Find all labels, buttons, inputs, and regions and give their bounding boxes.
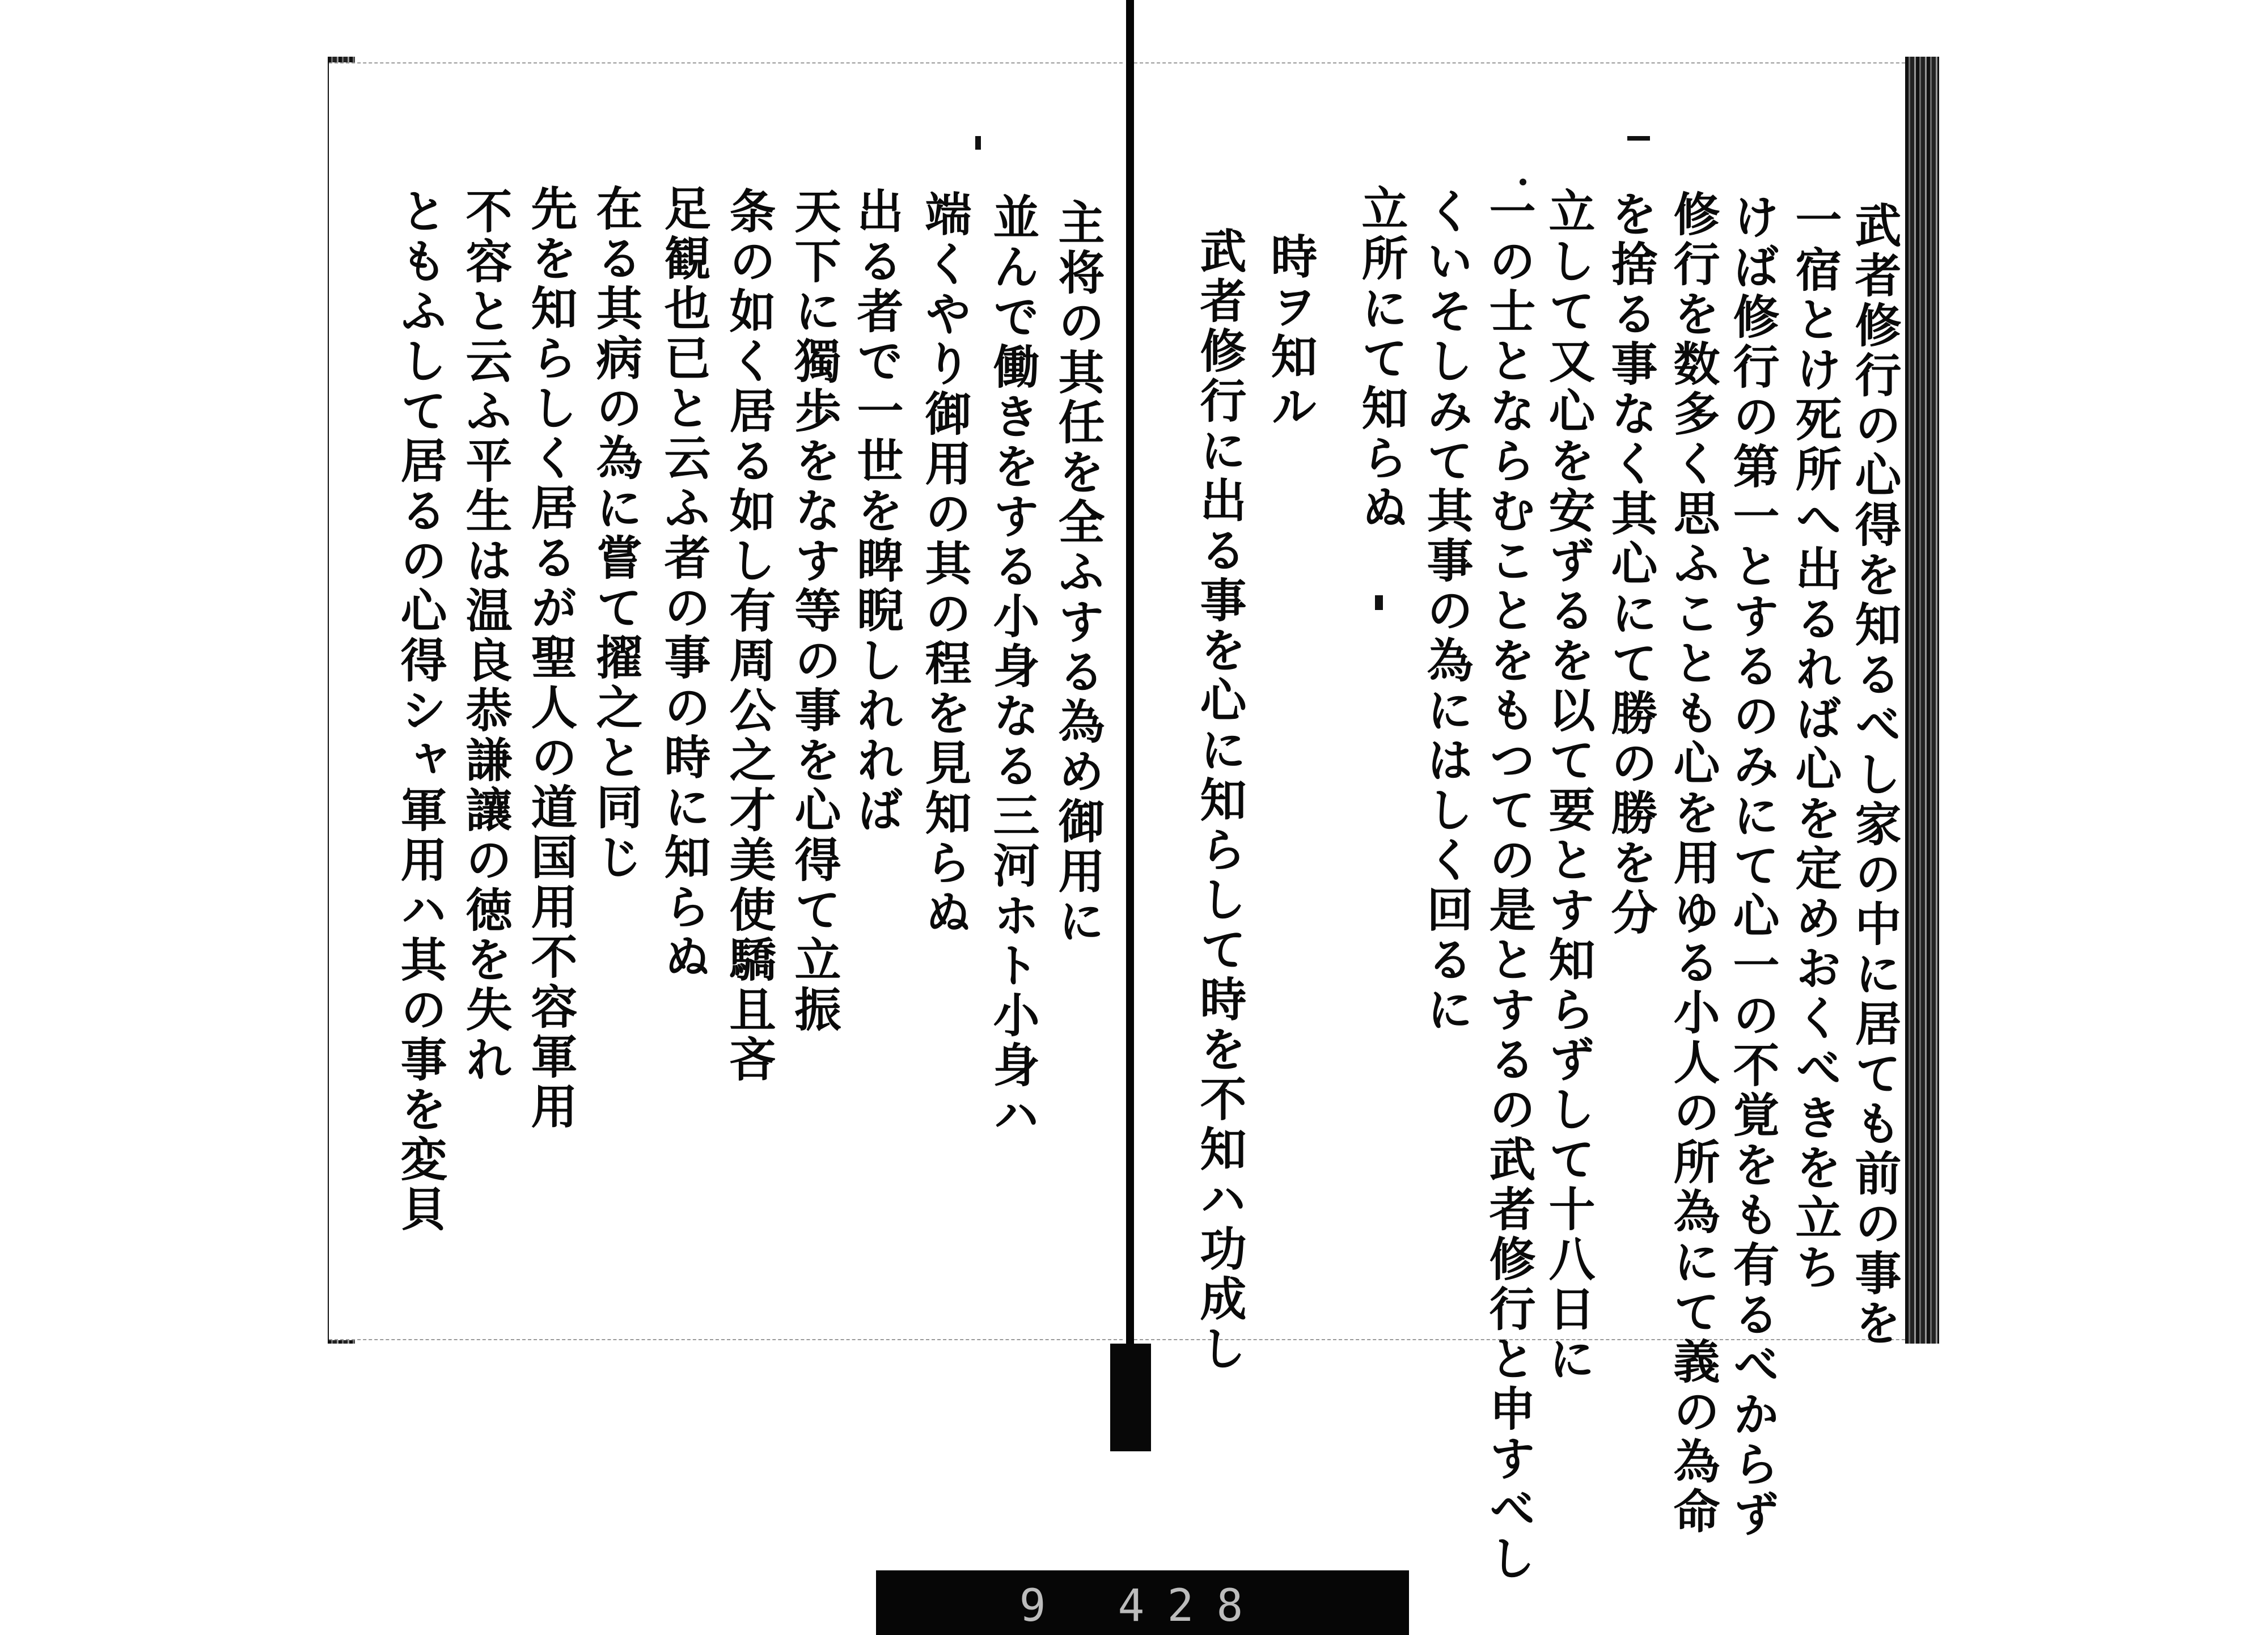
- text-line: 武者修行の心得を知るべし家の中に居ても前の事を: [1847, 201, 1902, 1349]
- ink-mark: [1375, 595, 1383, 610]
- text-line: 不容と云ふ平生は温良恭謙讓の徳を失れ: [458, 187, 513, 1085]
- text-line: 武者修行に出る事を心に知らして時を不知ハ功成し: [1192, 227, 1247, 1374]
- book-spine: [1126, 0, 1134, 1451]
- spine-clip: [1110, 1344, 1151, 1451]
- text-line: 条の如く居る如し有周公之才美使驕且吝: [722, 187, 776, 1085]
- text-line: ともふして居るの心得シャ軍用ハ其の事を変貝: [393, 187, 447, 1235]
- catalog-number: 9 428: [1019, 1581, 1266, 1632]
- text-line: 一の士とならむことをもつての是とするの武者修行と申すべし: [1482, 187, 1536, 1584]
- right-page-edge: [1905, 57, 1939, 1344]
- text-line: 修行を数多く思ふことも心を用ゆる小人の所為にて義の為命: [1666, 190, 1720, 1537]
- text-line: 一宿とけ死所へ出るれば心を定めおくべきを立ち: [1788, 196, 1842, 1293]
- text-line: くいそしみて其事の為にはしく回るに: [1419, 187, 1474, 1035]
- ink-mark: [1627, 136, 1650, 141]
- section-heading: 時ヲ知ル: [1263, 232, 1318, 432]
- text-line: 足観也已と云ふ者の事の時に知らぬ: [657, 184, 711, 982]
- text-line: 出る者で一世を睥睨しれれば: [849, 187, 904, 836]
- ink-mark: [1520, 179, 1526, 185]
- text-line: 在る其病の為に嘗て擢之と同じ: [589, 184, 643, 883]
- text-line: 先を知らしく居るが聖人の道国用不容軍用: [523, 184, 578, 1132]
- text-line: けば修行の第一とするのみにて心一の不覚をも有るべからず: [1725, 193, 1780, 1540]
- text-line: 主将の其任を全ふする為め御用に: [1051, 198, 1105, 947]
- text-line: 天下に獨歩をなす等の事を心得て立振: [787, 187, 841, 1035]
- text-line: 並んで働きをする小身なる三河ホト小身ハ: [985, 193, 1040, 1141]
- ink-mark: [975, 136, 981, 150]
- text-line: 立して又心を安ずるを以て要とす知らずして十八日に: [1541, 187, 1596, 1384]
- text-line: 立所にて知らぬ: [1354, 184, 1408, 533]
- text-line: 端くやり御用の其の程を見知らぬ: [917, 190, 972, 938]
- catalog-label: [876, 1570, 1409, 1635]
- text-line: を捨る事なく其心にて勝の勝を分: [1603, 190, 1658, 938]
